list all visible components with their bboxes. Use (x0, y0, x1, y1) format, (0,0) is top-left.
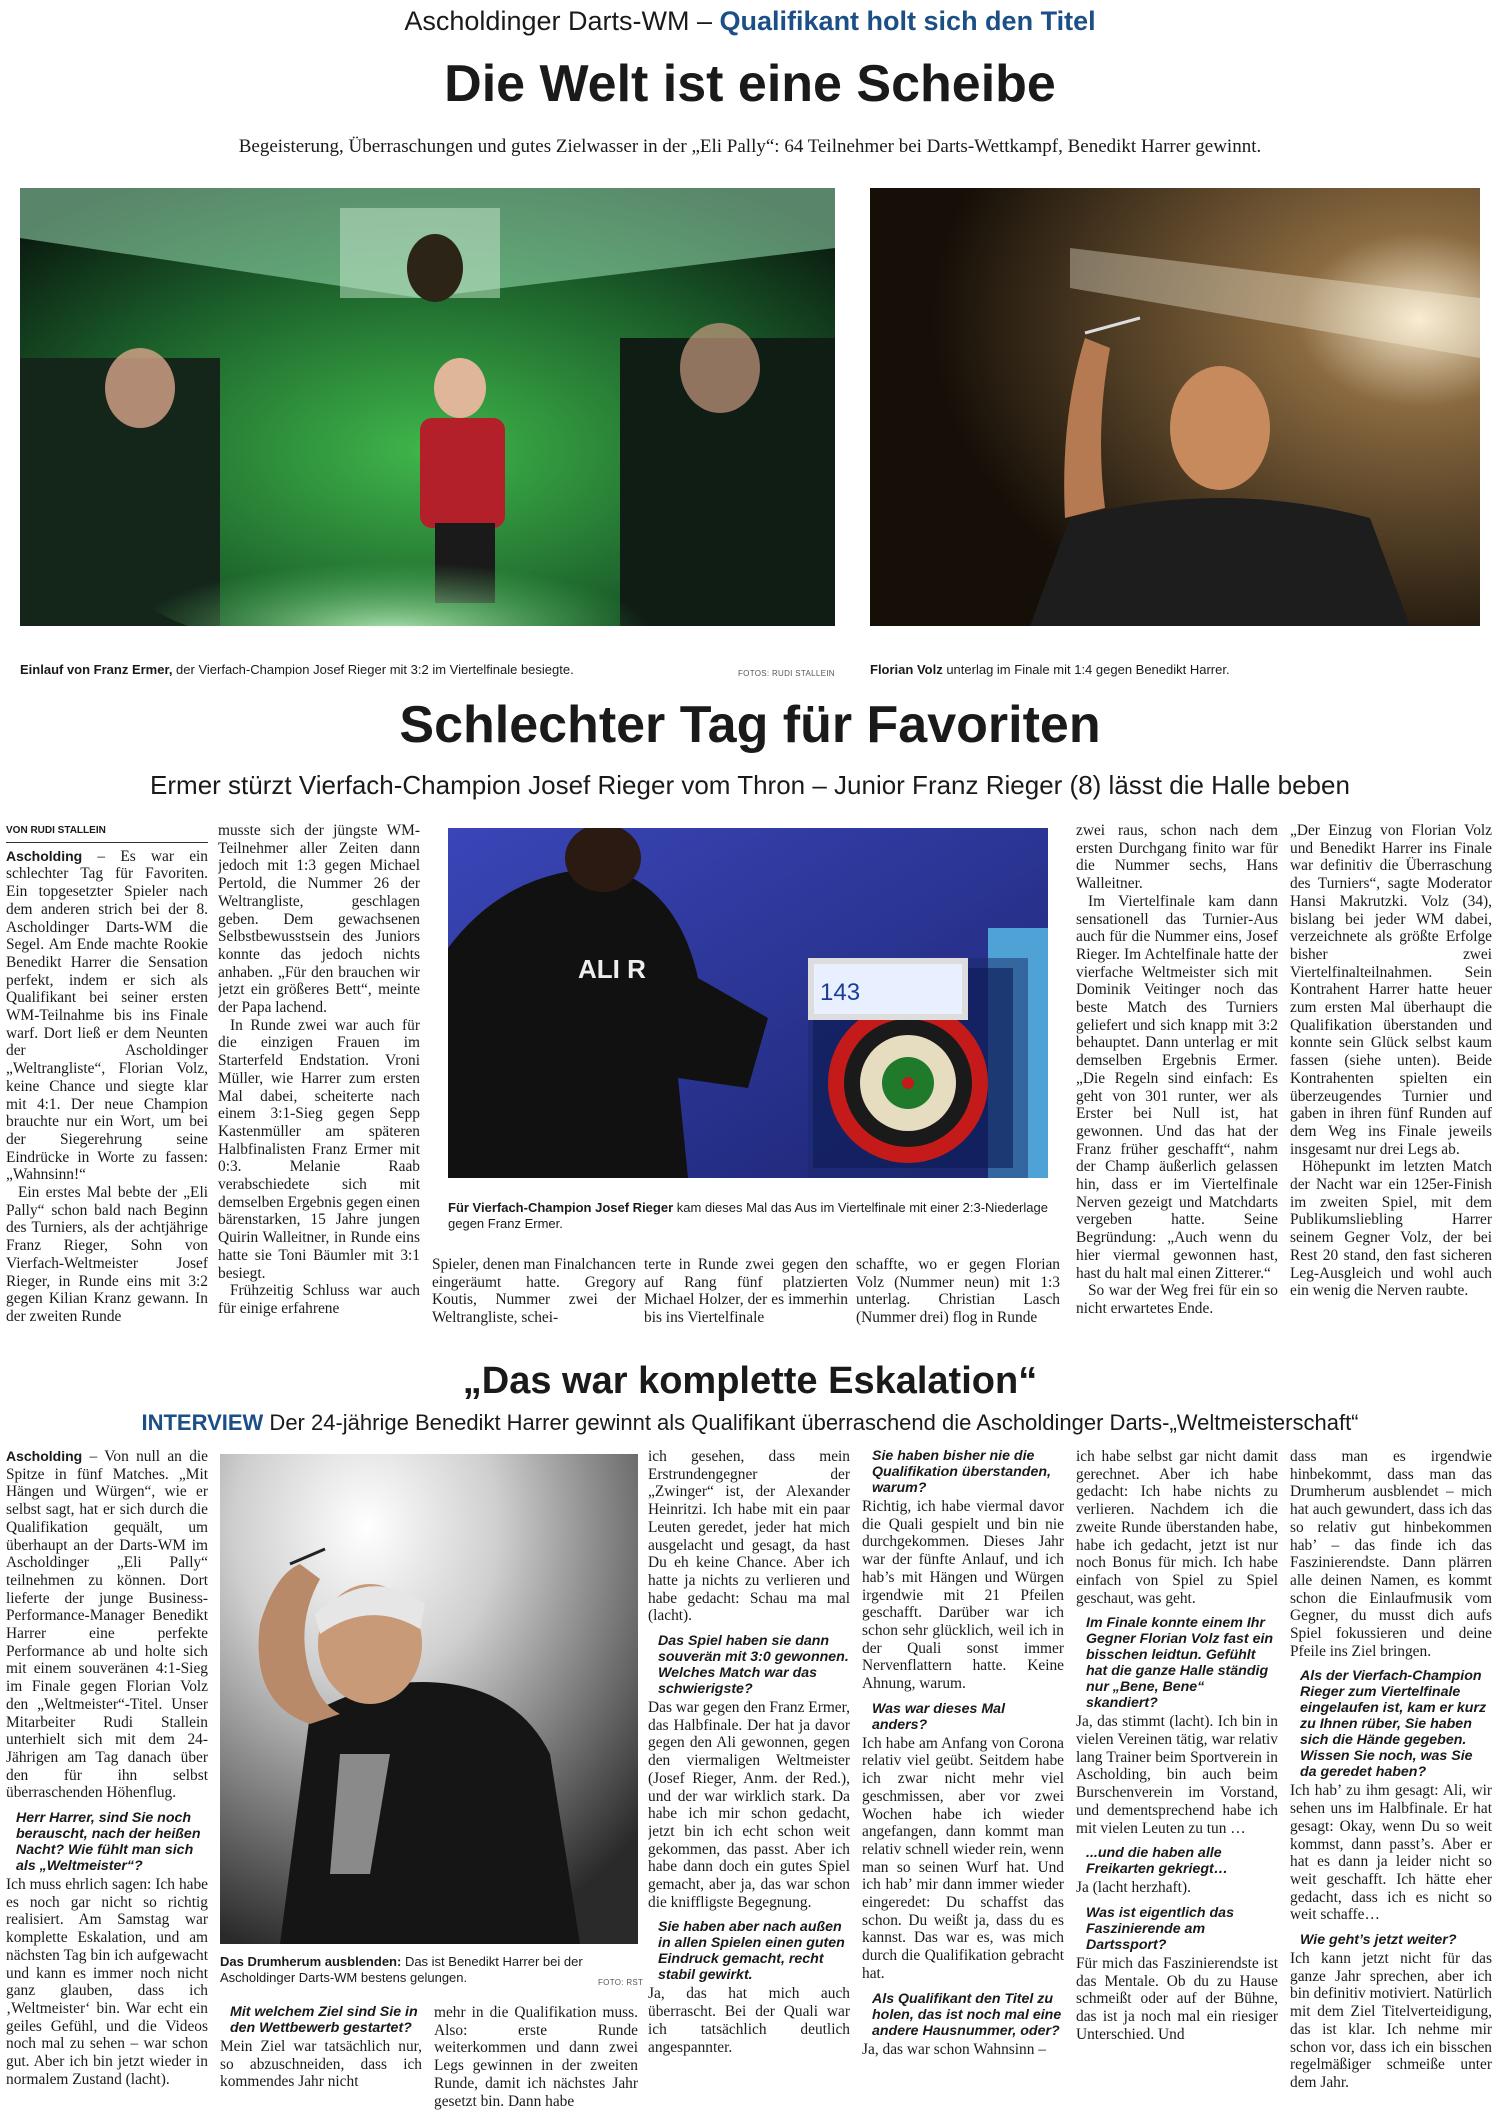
interview-col1: Ascholding – Von null an die Spitze in fünf Matches. „Mit Hängen und Würgen“, wie er selbst sagt, hat er sich durch die Qualifikation gequält, um überhaupt an der Darts-WM im Ascholdinger „Eli Pally“ teilnehmen zu können. Dort lieferte der junge Business-Performance-Manager Benedikt Harrer eine perfekte Performance ab und holte sich mit einem souveränen 4:1-Sieg im Finale gegen Florian Volz den „Weltmeister“-Titel. Unser Mitarbeiter Rudi Stallein unterhielt sich mit dem 24-Jährigen am Tag danach über den für ihn selbst überraschenden Höhenflug. Herr Harrer, sind Sie noch berauscht, nach der heißen Nacht? Wie fühlt man sich als „Weltmeister“? Ich muss ehrlich sagen: Ich habe es noch gar nicht so richtig realisiert. Am Samstag war komplette Eskalation, und am nächsten Tag bin ich aufgewacht und kann es immer noch nicht ganz glauben, dass ich ‚Weltmeister‘ bin. War echt ein geiles Gefühl, und die Videos noch mal zu sehen – war schon gut. Aber ich bin jetzt wieder in normalem Zustand (lacht). (6, 1448, 208, 2088)
interview-subhead-text: Der 24-jährige Benedikt Harrer gewinnt als Qualifikant überraschend die Ascholdinger Darts-„Weltmeisterschaft“ (263, 1410, 1359, 1435)
credit-photo1: FOTOS: RUDI STALLEIN (738, 669, 835, 678)
article1-col5: schaffte, wo er gegen Florian Volz (Nummer neun) mit 1:3 unterlag. Christian Lasch (Nummer drei) flog in Runde (856, 1256, 1060, 1327)
walkin-image (20, 188, 835, 626)
question: Herr Harrer, sind Sie noch berauscht, nach der heißen Nacht? Wie fühlt man sich als „Weltmeister“? (16, 1810, 201, 1875)
byline: VON RUDI STALLEIN (6, 822, 208, 843)
kicker-dash: – (696, 6, 713, 36)
interview-label: INTERVIEW (141, 1410, 264, 1435)
caption-photo4 (220, 1954, 638, 1986)
caption-photo3 (448, 1200, 1048, 1232)
caption-photo2 (870, 662, 1480, 678)
article1-p2: Ein erstes Mal bebte der „Eli Pally“ schon bald nach Beginn des Turniers, als der achtjährige Franz Rieger, Sohn von Vierfach-Weltmeister Josef Rieger, in Runde eins mit 3:2 gegen Kilian Kranz gewann. In der zweiten Runde (6, 1184, 208, 1325)
caption-photo3-bold: Für Vierfach-Champion Josef Rieger (448, 1200, 674, 1215)
caption-photo4-bold: Das Drumherum ausblenden: (220, 1954, 402, 1969)
photo-volz (870, 188, 1480, 626)
caption-photo2-text: unterlag im Finale mit 1:4 gegen Benedikt Harrer. (942, 662, 1230, 677)
interview-col2: Mit welchem Ziel sind Sie in den Wettbewerb gestartet? Mein Ziel war tatsächlich nur, so abzuschneiden, dass ich kommendes Jahr nicht (220, 2004, 422, 2091)
article1-col3: Spieler, denen man Finalchancen eingeräumt hatte. Gregory Koutis, Nummer zwei der Weltrangliste, schei- (432, 1256, 636, 1327)
caption-photo4-text: Das ist Benedikt Harrer bei der Ascholdinger Darts-WM bestens gelungen. (220, 1954, 583, 1985)
rieger-image (448, 828, 1048, 1178)
kicker (0, 6, 1500, 37)
article1-col6: zwei raus, schon nach dem ersten Durchgang finito war für die Nummer sechs, Hans Walleitner. Im Viertelfinale kam dann sensationell das Turnier-Aus auch für die Nummer eins, Josef Rieger. Im Achtelfinale hatte der vierfache Weltmeister sich mit Dominik Veitinger noch das beste Match des Turniers geliefert und sich knapp mit 3:2 behauptet. Dann unterlag er mit demselben Ergebnis Ermer. „Die Regeln sind einfach: Es geht von 301 runter, wer als Erster bei Null ist, hat gewonnen. Und das hat der Franz früher geschafft“, nahm der Champ äußerlich gelassen hin, dass er im Viertelfinale Nerven gezeigt und Matchdarts vergeben hatte. Seine Begründung: „Auch wenn du hier viermal gewonnen hast, hast du halt mal einen Zitterer.“ So war der Weg frei für ein so nicht erwartetes Ende. (1076, 822, 1278, 1317)
interview-col3: mehr in die Qualifikation muss. Also: erste Runde weiterkommen und dann zwei Legs gewinnen in der zweiten Runde, damit ich nächstes Jahr gesetzt bin. Dann habe (434, 2004, 638, 2110)
article1-subhead: Ermer stürzt Vierfach-Champion Josef Rieger vom Thron – Junior Franz Rieger (8) lässt die Halle beben (150, 770, 1350, 800)
answer: Ich muss ehrlich sagen: Ich habe es noch gar nicht so richtig realisiert. Am Samstag war komplette Eskalation, und am nächsten Tag bin ich aufgewacht und kann es immer noch nicht ganz glauben, dass ich ‚Weltmeister‘ bin. War echt ein geiles Gefühl, und die Videos noch mal zu sehen – war schon gut. Aber ich bin jetzt wieder in normalem Zustand (lacht). (6, 1876, 208, 2088)
caption-photo1-bold: Einlauf von Franz Ermer, (20, 662, 173, 677)
kicker-sub: Qualifikant holt sich den Titel (719, 6, 1096, 36)
main-headline: Die Welt ist eine Scheibe (444, 55, 1056, 113)
interview-col6: ich habe selbst gar nicht damit gerechnet. Aber ich habe gedacht: Ich habe nichts zu verlieren. Nachdem ich die zweite Runde überstanden habe, habe ich gedacht, jetzt ist nur noch Bonus für mich. Ich habe einfach von Spiel zu Spiel geschaut, was geht. Im Finale konnte einem Ihr Gegner Florian Volz fast ein bisschen leidtun. Gefühlt hat die ganze Halle ständig nur „Bene, Bene“ skandiert? Ja, das stimmt (lacht). Ich bin in vielen Vereinen tätig, war relativ lang Trainer beim Sportverein in Ascholding, bin auch beim Burschenverein im Vorstand, und dementsprechend habe ich mit vielen Leuten zu tun … ...und die haben alle Freikarten gekriegt… Ja (lacht herzhaft). Was ist eigentlich das Faszinierende am Dartssport? Für mich das Faszinierendste ist das Mentale. Ob du zu Hause schmeißt oder auf der Bühne, das ist ja noch mal ein riesiger Unterschied. Und (1076, 1448, 1278, 2043)
volz-image (870, 188, 1480, 626)
main-intro: Begeisterung, Überraschungen und gutes Zielwasser in der „Eli Pally“: 64 Teilnehmer bei Darts-Wettkampf, Benedikt Harrer gewinnt. (238, 136, 1262, 157)
article1-p1: Ascholding – Es war ein schlechter Tag für Favoriten. Ein topgesetzter Spieler nach dem anderen strich bei der 8. Ascholdinger Darts-WM die Segel. Am Ende machte Rookie Benedikt Harrer die Sensation perfekt, indem er sich als Qualifikant bei seiner ersten WM-Teilnahme bis ins Finale warf. Dort ließ er dem Neunten der Ascholdinger „Weltrangliste“, Florian Volz, keine Chance und siegte klar mit 4:1. Der neue Champion brauchte nur ein Wort, um bei der Siegerehrung seine Eindrücke in Worte zu fassen: „Wahnsinn!“ (6, 847, 208, 1184)
caption-photo3-text: kam dieses Mal das Aus im Viertelfinale mit einer 2:3-Niederlage gegen Franz Ermer. (448, 1200, 1048, 1231)
article1-col2: musste sich der jüngste WM-Teilnehmer aller Zeiten dann jedoch mit 1:3 gegen Michael Pertold, die Nummer 26 der Weltrangliste, geschlagen geben. Dem gewachsenen Selbstbewusstsein des Juniors konnte das jedoch nichts anhaben. „Für den brauchen wir jetzt ein größeres Bett“, meinte der Papa lachend. In Runde zwei war auch für die einzigen Frauen im Starterfeld Endstation. Vroni Müller, wie Harrer zum ersten Mal dabei, scheiterte nach einem 3:1-Sieg gegen Sepp Kastenmüller am späteren Halbfinalisten Franz Ermer mit 0:3. Melanie Raab verabschiedete sich mit demselben Ergebnis gegen einen bärenstarken, 15 Jahre jungen Quirin Walleitner, in Runde eins hatte sie Toni Bäumler mit 3:1 besiegt. Frühzeitig Schluss war auch für einige erfahrene (218, 822, 420, 1317)
interview-headline: „Das war komplette Eskalation“ (462, 1360, 1038, 1402)
photo-rieger (448, 828, 1048, 1178)
interview-subhead (0, 1410, 1500, 1436)
credit-photo4: FOTO: RST (598, 1978, 644, 1987)
scoreboard-value: 143 (820, 979, 861, 1006)
article1-col4: terte in Runde zwei gegen den auf Rang fünf platzierten Michael Holzer, der es immerhin bis ins Viertelfinale (644, 1256, 848, 1327)
article1-col1 (6, 822, 208, 1342)
article1-headline: Schlechter Tag für Favoriten (399, 696, 1101, 754)
harrer-image (220, 1454, 638, 1944)
kicker-main: Ascholdinger Darts-WM (404, 6, 690, 36)
interview-col4: ich gesehen, dass mein Erstrundengegner der „Zwinger“ ist, der Alexander Heinritzi. Ich habe mit ein paar Leuten geredet, jeder hat mich ausgelacht und gesagt, da hast Du eh keine Chance. Aber ich hatte ja nichts zu verlieren und habe gedacht: Schau ma mal (lacht). Das Spiel haben sie dann souverän mit 3:0 gewonnen. Welches Match war das schwierigste? Das war gegen den Franz Ermer, das Halbfinale. Der hat ja davor gegen den Ali gewonnen, gegen den viermaligen Weltmeister (Josef Rieger, Anm. der Red.), und der war wirklich stark. Da habe ich mir schon gedacht, jetzt bin ich echt schon weit gekommen, das passt. Aber ich habe dann doch ein gutes Spiel gemacht, aber ja, das war schon die kniffligste Begegnung. Sie haben aber nach außen in allen Spielen einen guten Eindruck gemacht, recht stabil gewirkt. Ja, das hat mich auch überrascht. Bei der Quali war ich tatsächlich deutlich angespannter. (648, 1448, 850, 2056)
article1-col7: „Der Einzug von Florian Volz und Benedikt Harrer ins Finale war definitiv die Überraschung des Turniers“, sagte Moderator Hansi Makrutzki. Volz (34), bislang bei jeder WM dabei, verzeichnete als größte Erfolge bisher zwei Viertelfinalteilnahmen. Sein Kontrahent Harrer hatte heuer zum ersten Mal überhaupt die Qualifikation überstanden und konnte sein Glück selbst kaum fassen (siehe unten). Beide Kontrahenten spielten ein überzeugendes Turnier und gaben in ihren fünf Runden auf dem Weg ins Finale jeweils insgesamt nur drei Legs ab. Höhepunkt im letzten Match der Nacht war ein 125er-Finish im zweiten Spiel, mit dem Publikumsliebling Harrer seinem Gegner Volz, der bei Rest 20 stand, den fast sicheren Leg-Ausgleich und wohl auch ein wenig die Nerven raubte. (1290, 822, 1492, 1300)
interview-col7: dass man es irgendwie hinbekommt, dass man das Drumherum ausblendet – mich hat auch gewundert, dass ich das so relativ gut hinbekommen hab’ – das finde ich das Faszinierendste. Dann plärren alle deinen Namen, es kommt schon die Einlaufmusik vom Gegner, du musst dich aufs Spiel fokussieren und deine Pfeile ins Ziel bringen. Als der Vierfach-Champion Rieger zum Viertelfinale eingelaufen ist, kam er kurz zu Ihnen rüber, Sie haben sich die Hände gegeben. Wissen Sie noch, was Sie da geredet haben? Ich hab’ zu ihm gesagt: Ali, wir sehen uns im Halbfinale. Er hat gesagt: Okay, wenn Du so weit kommst, dann passt’s. Aber er hat es dann ja leider nicht so weit geschafft. Ich hätte eher gedacht, dass ich es nicht so weit schaffe… Wie geht’s jetzt weiter? Ich kann jetzt nicht für das ganze Jahr sprechen, aber ich bin definitiv motiviert. Natürlich mit dem Ziel Titelverteidigung, das ist klar. Ich nehme mir schon vor, dass ich ein bisschen regelmäßiger schmeiße unter dem Jahr. (1290, 1448, 1492, 2091)
photo-harrer (220, 1454, 638, 1944)
caption-photo2-bold: Florian Volz (870, 662, 943, 677)
interview-place: Ascholding (6, 1448, 83, 1464)
photo-walkin (20, 188, 835, 626)
shirt-lettering: ALI R (578, 954, 646, 984)
interview-col5: Sie haben bisher nie die Qualifikation überstanden, warum? Richtig, ich habe viermal davor die Quali gespielt und bin nie durchgekommen. Dieses Jahr war der fünfte Anlauf, und ich hab’s mit Hängen und Würgen irgendwie mit 21 Pfeilen geschafft. Darüber war ich schon sehr glücklich, weil ich in der Quali sonst immer Nervenflattern hatte. Keine Ahnung, warum. Was war dieses Mal anders? Ich habe am Anfang von Corona relativ viel geübt. Seitdem habe ich zwar nicht mehr viel geschmissen, aber vor zwei Wochen habe ich wieder angefangen, dann kommt man relativ schnell wieder rein, wenn man so seinen Wurf hat. Und ich hab’ mir dann immer wieder eingeredet: Du schaffst das schon. Du weißt ja, dass du es kannst. Das war es, was mich durch die Qualifikation gebracht hat. Als Qualifikant den Titel zu holen, das ist noch mal eine andere Hausnummer, oder? Ja, das war schon Wahnsinn – (862, 1448, 1064, 2058)
caption-photo1-text: der Vierfach-Champion Josef Rieger mit 3:2 im Viertelfinale besiegte. (172, 662, 574, 677)
article1-place: Ascholding (6, 847, 83, 864)
caption-photo1 (20, 662, 580, 678)
